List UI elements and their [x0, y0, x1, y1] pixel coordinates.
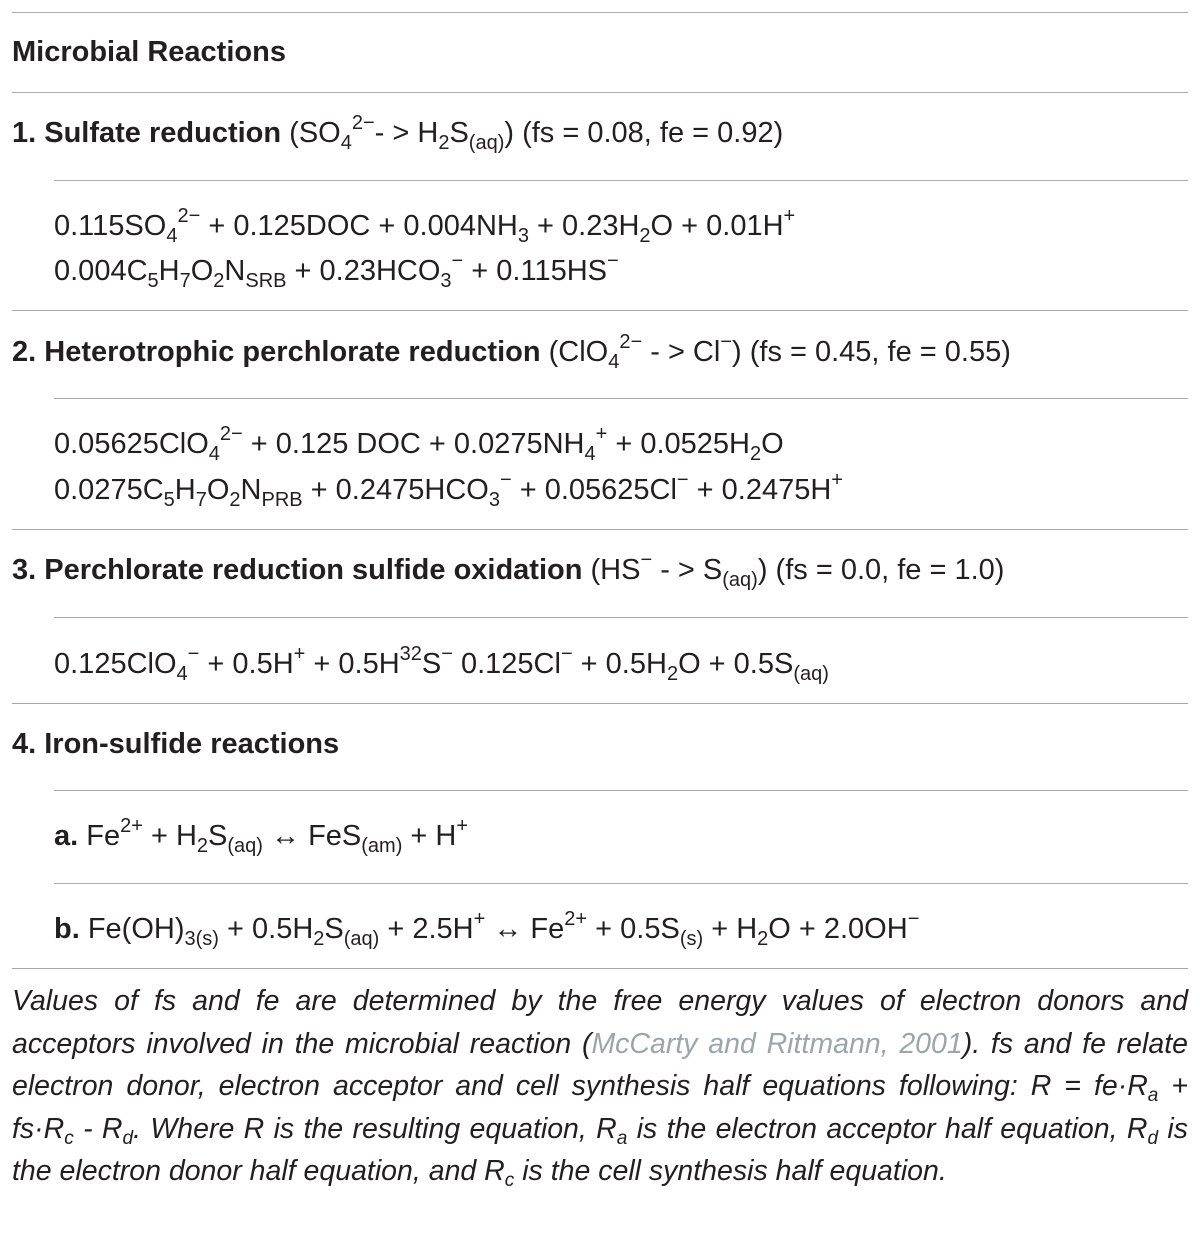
equation-2-line-1: 0.05625ClO$_4^{2-}$ + 0.125 DOC + $0.0275NH_4^+ + 0.0525H_2O$ [54, 423, 784, 465]
section-title: Sulfate reduction [44, 117, 282, 149]
section-number: 4. [12, 728, 37, 760]
section-number: 2. [12, 336, 37, 368]
section-divider [12, 92, 1188, 93]
iron-sulfide-reaction-a: a. $Fe^{2+} + H_2S_{(aq)}$ ↔ FeS$_{(am)}$ + H+ [54, 815, 469, 857]
equation-divider [54, 398, 1188, 399]
table-title: Microbial Reactions [12, 36, 286, 68]
table-footnote [12, 980, 1188, 1193]
equation-divider [54, 617, 1188, 618]
equation-divider [54, 180, 1188, 181]
footnote-text-continued: ). fs and fe relate electron donor, electron acceptor and cell synthesis half equations following: $R = fe\cdot R_a + fs\cdot R_c - R_d$. Where R is the resulting equation, $R_a$ is the electron acceptor half equation, $R_d$ is the electron donor half equation, and $R_c$ is the cell synthesis half equation. [12, 1027, 1188, 1191]
section-divider [12, 703, 1188, 704]
section-divider [12, 310, 1188, 311]
section-2-heading [12, 331, 1011, 373]
section-3-heading [12, 549, 1005, 591]
equation-divider [54, 790, 1188, 791]
equation-2-line-2: $0.0275C_5H_7O_2N_{PRB} + 0.2475HCO_3^- + 0.05625Cl^- + 0.2475H^+$ [54, 469, 843, 511]
section-detail: $(SO_4^{2-}- > H_2S_{(aq)}) (fs = 0.08$, fe = 0.92) [289, 112, 784, 154]
section-title: Heterotrophic perchlorate reduction [44, 336, 541, 368]
section-detail: (HS− - > $S_{(aq)}$) (fs = 0.0, fe = 1.0) [590, 549, 1005, 591]
iron-sulfide-reaction-b: b. $Fe(OH)_{3(s)} + 0.5H_2S_{(aq)} + 2.5H^+$ ↔ $Fe^{2+} + 0.5S_{(s)} + H_2O + 2.0OH^-$ [54, 908, 920, 950]
equation-3-line-1: $0.125ClO_4^- + 0.5H^+ + 0.5H^{32}S^-$ $0.125Cl^- + 0.5H_2O + 0.5S_{(aq)}$ [54, 643, 829, 685]
equation-1-line-1: $0.115SO_4^{2-} + 0.125DOC + 0.004NH_3 + 0.23H_2O + 0.01H^+$ [54, 205, 796, 247]
citation-link[interactable]: McCarty and Rittmann, 2001 [591, 1027, 963, 1060]
section-detail: (ClO$_4^{2-}$ - > Cl−) (fs = 0.45, fe = 0.55) [548, 331, 1011, 373]
section-1-heading [12, 112, 784, 154]
section-number: 1. [12, 117, 37, 149]
subitem-label: a. [54, 820, 79, 852]
table-top-rule [12, 12, 1188, 13]
subitem-label: b. [54, 913, 80, 945]
section-4-heading [12, 730, 339, 759]
equation-1-line-2: $0.004C_5H_7O_2N_{SRB} + 0.23HCO_3^- + 0.115HS^-$ [54, 250, 619, 292]
section-title: Perchlorate reduction sulfide oxidation [44, 554, 583, 586]
equation-divider [54, 883, 1188, 884]
section-divider [12, 529, 1188, 530]
section-title: Iron-sulfide reactions [44, 728, 340, 760]
section-number: 3. [12, 554, 37, 586]
footnote-text: Values of fs and fe are determined by the free energy values of electron donors and acceptors involved in the microbial reaction ( [12, 985, 1188, 1060]
table-bottom-rule [12, 968, 1188, 969]
